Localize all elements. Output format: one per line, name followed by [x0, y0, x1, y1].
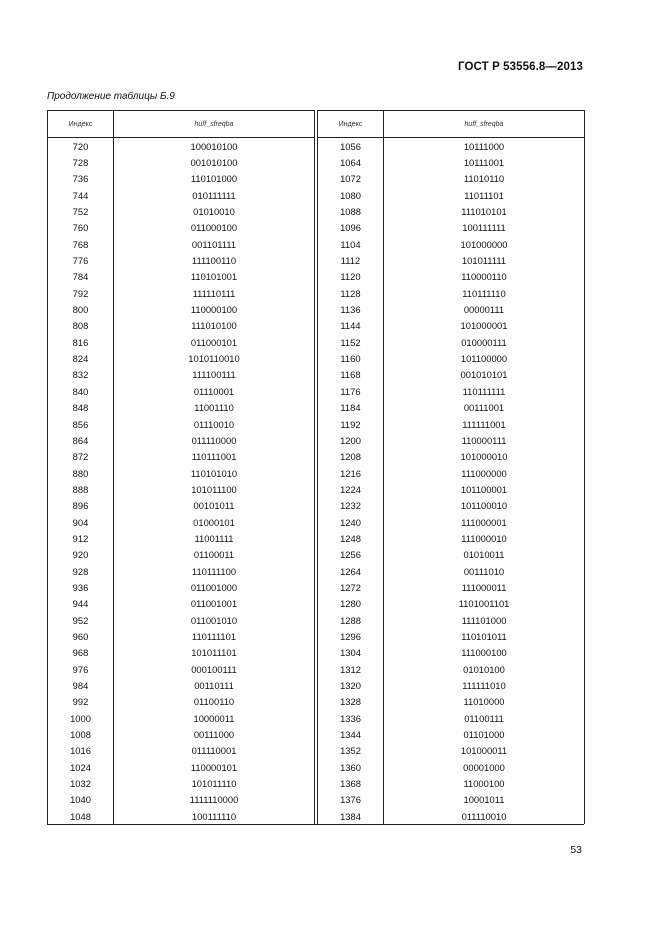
column-header-index-left: Индекс [48, 111, 114, 138]
cell-index-left: 848 [48, 400, 114, 416]
table-row [48, 350, 585, 366]
cell-index-left: 832 [48, 367, 114, 383]
cell-index-left: 784 [48, 269, 114, 285]
table-row [48, 726, 585, 742]
cell-code-left: 110000100 [114, 301, 315, 317]
cell-index-right: 1256 [318, 547, 384, 563]
table-caption: Продолжение таблицы Б.9 [47, 91, 175, 102]
cell-index-left: 928 [48, 563, 114, 579]
table-row [48, 792, 585, 808]
cell-code-right: 111101000 [384, 612, 585, 628]
cell-index-left: 864 [48, 432, 114, 448]
cell-code-right: 01010100 [384, 661, 585, 677]
cell-code-left: 1111110000 [114, 792, 315, 808]
cell-code-left: 110111001 [114, 449, 315, 465]
cell-code-left: 011110001 [114, 743, 315, 759]
data-table [47, 110, 585, 824]
cell-index-left: 720 [48, 138, 114, 155]
cell-code-right: 010000111 [384, 334, 585, 350]
table-row [48, 220, 585, 236]
page-number: 53 [570, 844, 582, 856]
cell-index-left: 768 [48, 236, 114, 252]
cell-code-left: 110101010 [114, 465, 315, 481]
table-row [48, 481, 585, 497]
cell-code-left: 011001000 [114, 579, 315, 595]
cell-code-left: 011110000 [114, 432, 315, 448]
cell-index-right: 1152 [318, 334, 384, 350]
cell-index-right: 1088 [318, 203, 384, 219]
table-row [48, 759, 585, 775]
cell-index-right: 1344 [318, 726, 384, 742]
cell-code-right: 11010000 [384, 694, 585, 710]
cell-code-right: 110000111 [384, 432, 585, 448]
cell-code-right: 111000100 [384, 645, 585, 661]
cell-code-right: 111000010 [384, 530, 585, 546]
cell-index-right: 1120 [318, 269, 384, 285]
cell-code-left: 01010010 [114, 203, 315, 219]
cell-code-right: 111000000 [384, 465, 585, 481]
cell-code-left: 111110111 [114, 285, 315, 301]
cell-code-right: 111111001 [384, 416, 585, 432]
cell-code-left: 001101111 [114, 236, 315, 252]
cell-code-left: 01110010 [114, 416, 315, 432]
cell-code-right: 00000111 [384, 301, 585, 317]
cell-index-right: 1128 [318, 285, 384, 301]
cell-code-right: 001010101 [384, 367, 585, 383]
cell-index-right: 1248 [318, 530, 384, 546]
cell-index-right: 1064 [318, 154, 384, 170]
cell-index-right: 1280 [318, 596, 384, 612]
document-header: ГОСТ Р 53556.8—2013 [458, 61, 583, 73]
table-row [48, 743, 585, 759]
table-row [48, 612, 585, 628]
cell-code-left: 011000100 [114, 220, 315, 236]
cell-code-right: 011110010 [384, 808, 585, 824]
cell-index-right: 1096 [318, 220, 384, 236]
cell-index-left: 872 [48, 449, 114, 465]
table-container [47, 110, 584, 825]
table-row [48, 808, 585, 824]
column-header-code-right: huff_sfreqba [384, 111, 585, 138]
cell-index-left: 1016 [48, 743, 114, 759]
cell-code-left: 110101000 [114, 171, 315, 187]
cell-index-left: 1032 [48, 775, 114, 791]
cell-index-right: 1072 [318, 171, 384, 187]
cell-code-left: 11001111 [114, 530, 315, 546]
table-row [48, 383, 585, 399]
cell-code-left: 100010100 [114, 138, 315, 155]
cell-index-right: 1080 [318, 187, 384, 203]
cell-code-left: 01000101 [114, 514, 315, 530]
table-row [48, 579, 585, 595]
cell-index-right: 1224 [318, 481, 384, 497]
cell-index-left: 736 [48, 171, 114, 187]
cell-index-right: 1320 [318, 677, 384, 693]
cell-index-right: 1136 [318, 301, 384, 317]
cell-index-right: 1232 [318, 498, 384, 514]
cell-index-right: 1184 [318, 400, 384, 416]
cell-code-left: 011000101 [114, 334, 315, 350]
cell-index-right: 1264 [318, 563, 384, 579]
table-header-row [48, 111, 585, 138]
cell-index-left: 936 [48, 579, 114, 595]
cell-code-right: 101100000 [384, 350, 585, 366]
cell-index-left: 992 [48, 694, 114, 710]
cell-index-right: 1336 [318, 710, 384, 726]
table-row [48, 628, 585, 644]
cell-index-left: 1000 [48, 710, 114, 726]
cell-index-left: 904 [48, 514, 114, 530]
table-row [48, 432, 585, 448]
cell-index-left: 968 [48, 645, 114, 661]
cell-code-right: 110111111 [384, 383, 585, 399]
cell-code-left: 101011110 [114, 775, 315, 791]
cell-code-right: 10111001 [384, 154, 585, 170]
cell-index-right: 1272 [318, 579, 384, 595]
cell-index-left: 1024 [48, 759, 114, 775]
table-row [48, 596, 585, 612]
cell-code-left: 111100111 [114, 367, 315, 383]
cell-index-left: 792 [48, 285, 114, 301]
cell-code-left: 011001010 [114, 612, 315, 628]
cell-code-left: 00111000 [114, 726, 315, 742]
cell-code-right: 111000011 [384, 579, 585, 595]
cell-index-right: 1176 [318, 383, 384, 399]
cell-code-left: 01100011 [114, 547, 315, 563]
cell-code-left: 010111111 [114, 187, 315, 203]
cell-index-right: 1200 [318, 432, 384, 448]
cell-code-right: 100111111 [384, 220, 585, 236]
cell-index-left: 920 [48, 547, 114, 563]
cell-code-left: 1010110010 [114, 350, 315, 366]
table-row [48, 367, 585, 383]
cell-code-right: 111111010 [384, 677, 585, 693]
cell-index-left: 1048 [48, 808, 114, 824]
table-row [48, 138, 585, 155]
cell-index-left: 912 [48, 530, 114, 546]
cell-code-left: 110111100 [114, 563, 315, 579]
cell-code-right: 01100111 [384, 710, 585, 726]
cell-index-left: 888 [48, 481, 114, 497]
cell-code-left: 110101001 [114, 269, 315, 285]
cell-index-left: 816 [48, 334, 114, 350]
cell-code-right: 10111000 [384, 138, 585, 155]
cell-code-left: 00101011 [114, 498, 315, 514]
column-header-code-left: huff_sfreqba [114, 111, 315, 138]
cell-index-left: 984 [48, 677, 114, 693]
cell-code-right: 101100001 [384, 481, 585, 497]
table-row [48, 252, 585, 268]
table-row [48, 645, 585, 661]
cell-index-left: 1008 [48, 726, 114, 742]
table-row [48, 465, 585, 481]
cell-code-right: 11011101 [384, 187, 585, 203]
cell-code-left: 110000101 [114, 759, 315, 775]
cell-index-left: 776 [48, 252, 114, 268]
cell-code-right: 101000000 [384, 236, 585, 252]
cell-code-right: 10001011 [384, 792, 585, 808]
cell-code-right: 110111110 [384, 285, 585, 301]
cell-code-left: 001010100 [114, 154, 315, 170]
cell-code-left: 111010100 [114, 318, 315, 334]
table-row [48, 416, 585, 432]
table-row [48, 449, 585, 465]
cell-code-left: 111100110 [114, 252, 315, 268]
table-row [48, 498, 585, 514]
cell-code-right: 101011111 [384, 252, 585, 268]
cell-index-left: 856 [48, 416, 114, 432]
cell-code-left: 011001001 [114, 596, 315, 612]
cell-index-left: 880 [48, 465, 114, 481]
cell-index-left: 744 [48, 187, 114, 203]
cell-code-right: 01010011 [384, 547, 585, 563]
table-row [48, 547, 585, 563]
cell-index-right: 1352 [318, 743, 384, 759]
cell-index-right: 1368 [318, 775, 384, 791]
cell-index-right: 1296 [318, 628, 384, 644]
cell-code-left: 110111101 [114, 628, 315, 644]
table-row [48, 187, 585, 203]
table-body [48, 138, 585, 825]
table-row [48, 236, 585, 252]
cell-index-right: 1304 [318, 645, 384, 661]
cell-index-left: 1040 [48, 792, 114, 808]
cell-index-right: 1240 [318, 514, 384, 530]
cell-code-right: 11010110 [384, 171, 585, 187]
cell-code-right: 110101011 [384, 628, 585, 644]
cell-index-right: 1192 [318, 416, 384, 432]
cell-code-left: 10000011 [114, 710, 315, 726]
cell-code-left: 11001110 [114, 400, 315, 416]
cell-code-left: 01100110 [114, 694, 315, 710]
column-header-index-right: Индекс [318, 111, 384, 138]
cell-code-right: 00111010 [384, 563, 585, 579]
cell-index-right: 1216 [318, 465, 384, 481]
table-row [48, 563, 585, 579]
table-row [48, 154, 585, 170]
cell-code-left: 000100111 [114, 661, 315, 677]
cell-index-right: 1384 [318, 808, 384, 824]
cell-code-right: 11000100 [384, 775, 585, 791]
cell-index-right: 1376 [318, 792, 384, 808]
cell-index-right: 1104 [318, 236, 384, 252]
cell-code-right: 00111001 [384, 400, 585, 416]
table-row [48, 318, 585, 334]
cell-code-right: 111010101 [384, 203, 585, 219]
cell-index-right: 1144 [318, 318, 384, 334]
cell-index-left: 840 [48, 383, 114, 399]
cell-code-right: 101000001 [384, 318, 585, 334]
table-row [48, 171, 585, 187]
cell-code-left: 101011100 [114, 481, 315, 497]
table-row [48, 514, 585, 530]
cell-index-left: 760 [48, 220, 114, 236]
cell-index-left: 952 [48, 612, 114, 628]
cell-index-left: 944 [48, 596, 114, 612]
table-row [48, 400, 585, 416]
cell-index-left: 808 [48, 318, 114, 334]
table-row [48, 334, 585, 350]
cell-index-right: 1112 [318, 252, 384, 268]
cell-code-left: 00110111 [114, 677, 315, 693]
table-row [48, 661, 585, 677]
cell-code-right: 1101001101 [384, 596, 585, 612]
cell-index-left: 976 [48, 661, 114, 677]
cell-index-right: 1288 [318, 612, 384, 628]
cell-index-right: 1328 [318, 694, 384, 710]
cell-index-left: 824 [48, 350, 114, 366]
table-row [48, 285, 585, 301]
cell-code-right: 101100010 [384, 498, 585, 514]
cell-code-right: 101000011 [384, 743, 585, 759]
table-row [48, 710, 585, 726]
table-row [48, 203, 585, 219]
cell-code-left: 100111110 [114, 808, 315, 824]
cell-code-right: 00001000 [384, 759, 585, 775]
table-row [48, 775, 585, 791]
cell-code-right: 01101000 [384, 726, 585, 742]
cell-index-left: 800 [48, 301, 114, 317]
cell-index-left: 896 [48, 498, 114, 514]
table-row [48, 301, 585, 317]
table-row [48, 530, 585, 546]
table-row [48, 269, 585, 285]
cell-code-right: 111000001 [384, 514, 585, 530]
table-row [48, 694, 585, 710]
cell-code-right: 110000110 [384, 269, 585, 285]
cell-index-left: 752 [48, 203, 114, 219]
cell-index-left: 728 [48, 154, 114, 170]
cell-code-left: 101011101 [114, 645, 315, 661]
cell-index-right: 1160 [318, 350, 384, 366]
table-row [48, 677, 585, 693]
cell-index-left: 960 [48, 628, 114, 644]
cell-index-right: 1312 [318, 661, 384, 677]
cell-index-right: 1360 [318, 759, 384, 775]
cell-code-left: 01110001 [114, 383, 315, 399]
cell-index-right: 1168 [318, 367, 384, 383]
cell-index-right: 1208 [318, 449, 384, 465]
cell-index-right: 1056 [318, 138, 384, 155]
cell-code-right: 101000010 [384, 449, 585, 465]
